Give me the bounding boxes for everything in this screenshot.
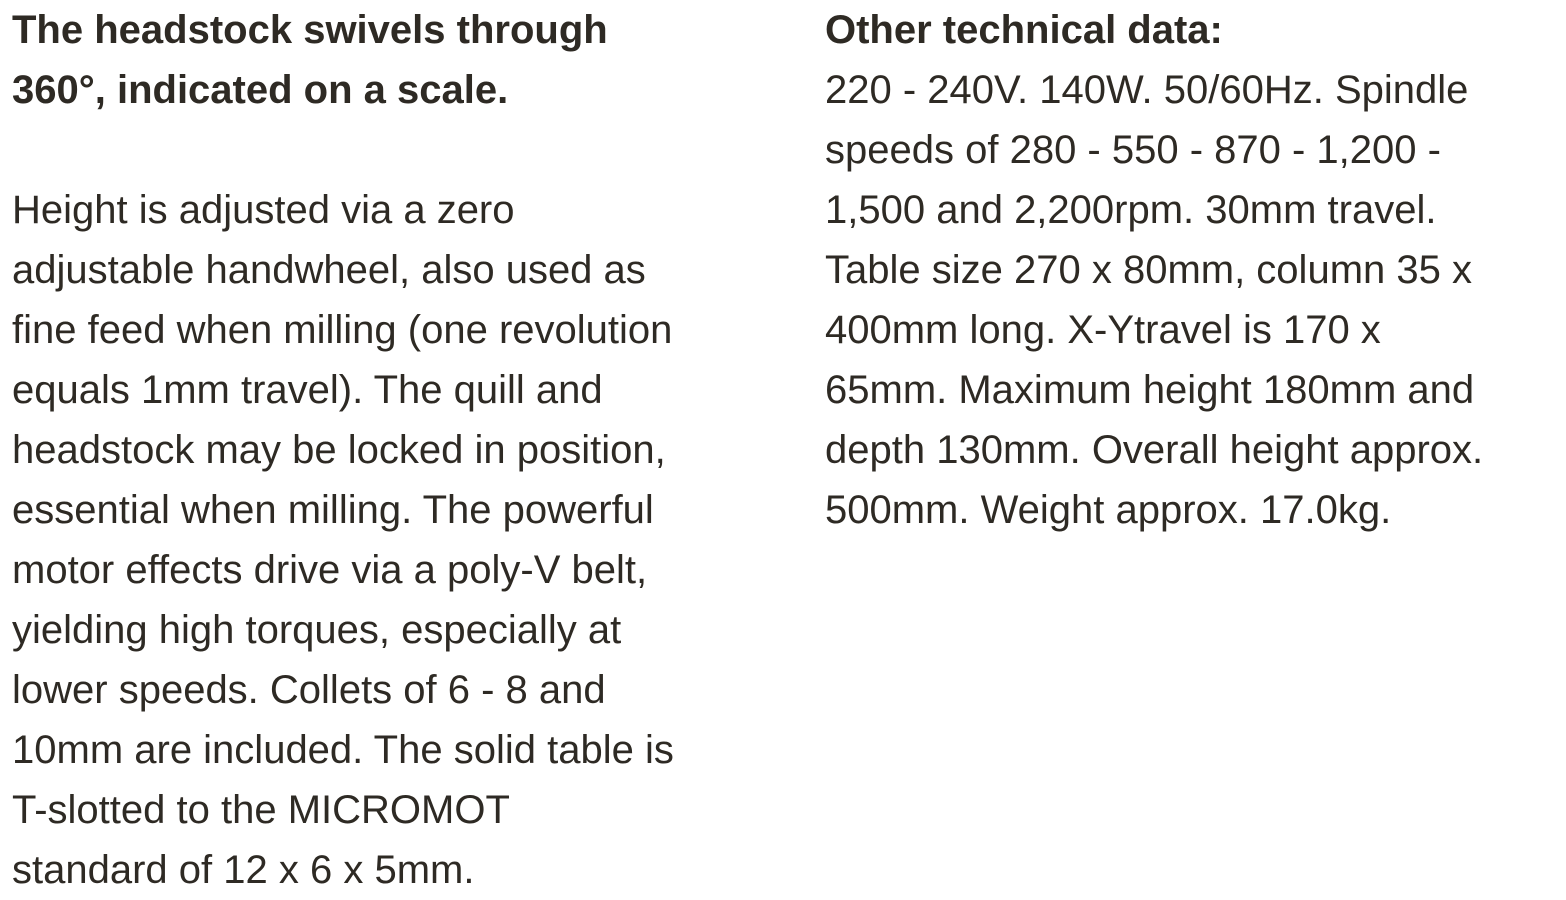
body-line: adjustable handwheel, also used as bbox=[12, 248, 646, 292]
body-line: 65mm. Maximum height 180mm and bbox=[825, 368, 1475, 412]
body-line: Table size 270 x 80mm, column 35 x bbox=[825, 248, 1472, 292]
body-line: depth 130mm. Overall height approx. bbox=[825, 428, 1484, 472]
body-line: Height is adjusted via a zero bbox=[12, 188, 515, 232]
body-line: lower speeds. Collets of 6 - 8 and bbox=[12, 668, 606, 712]
body-line: speeds of 280 - 550 - 870 - 1,200 - bbox=[825, 128, 1441, 172]
body-line: essential when milling. The powerful bbox=[12, 488, 654, 532]
paragraph-gap bbox=[12, 120, 772, 180]
body-line: equals 1mm travel). The quill and bbox=[12, 368, 603, 412]
body-line: 220 - 240V. 140W. 50/60Hz. Spindle bbox=[825, 68, 1469, 112]
body-line: fine feed when milling (one revolution bbox=[12, 308, 673, 352]
body-line: T-slotted to the MICROMOT bbox=[12, 788, 510, 832]
technical-data-paragraph bbox=[825, 60, 1565, 540]
body-line: motor effects drive via a poly-V belt, bbox=[12, 548, 648, 592]
body-line: 400mm long. X-Ytravel is 170 x bbox=[825, 308, 1381, 352]
body-line: standard of 12 x 6 x 5mm. bbox=[12, 848, 475, 892]
right-column bbox=[825, 0, 1565, 540]
left-column bbox=[12, 0, 772, 900]
body-line: yielding high torques, especially at bbox=[12, 608, 622, 652]
heading-line: 360°, indicated on a scale. bbox=[12, 68, 509, 112]
heading-line: The headstock swivels through bbox=[12, 8, 608, 52]
technical-data-heading: Other technical data: bbox=[825, 8, 1223, 52]
body-line: headstock may be locked in position, bbox=[12, 428, 666, 472]
body-line: 10mm are included. The solid table is bbox=[12, 728, 674, 772]
height-adjustment-paragraph bbox=[12, 180, 772, 900]
body-line: 1,500 and 2,200rpm. 30mm travel. bbox=[825, 188, 1437, 232]
headstock-heading bbox=[12, 0, 772, 120]
body-line: 500mm. Weight approx. 17.0kg. bbox=[825, 488, 1392, 532]
